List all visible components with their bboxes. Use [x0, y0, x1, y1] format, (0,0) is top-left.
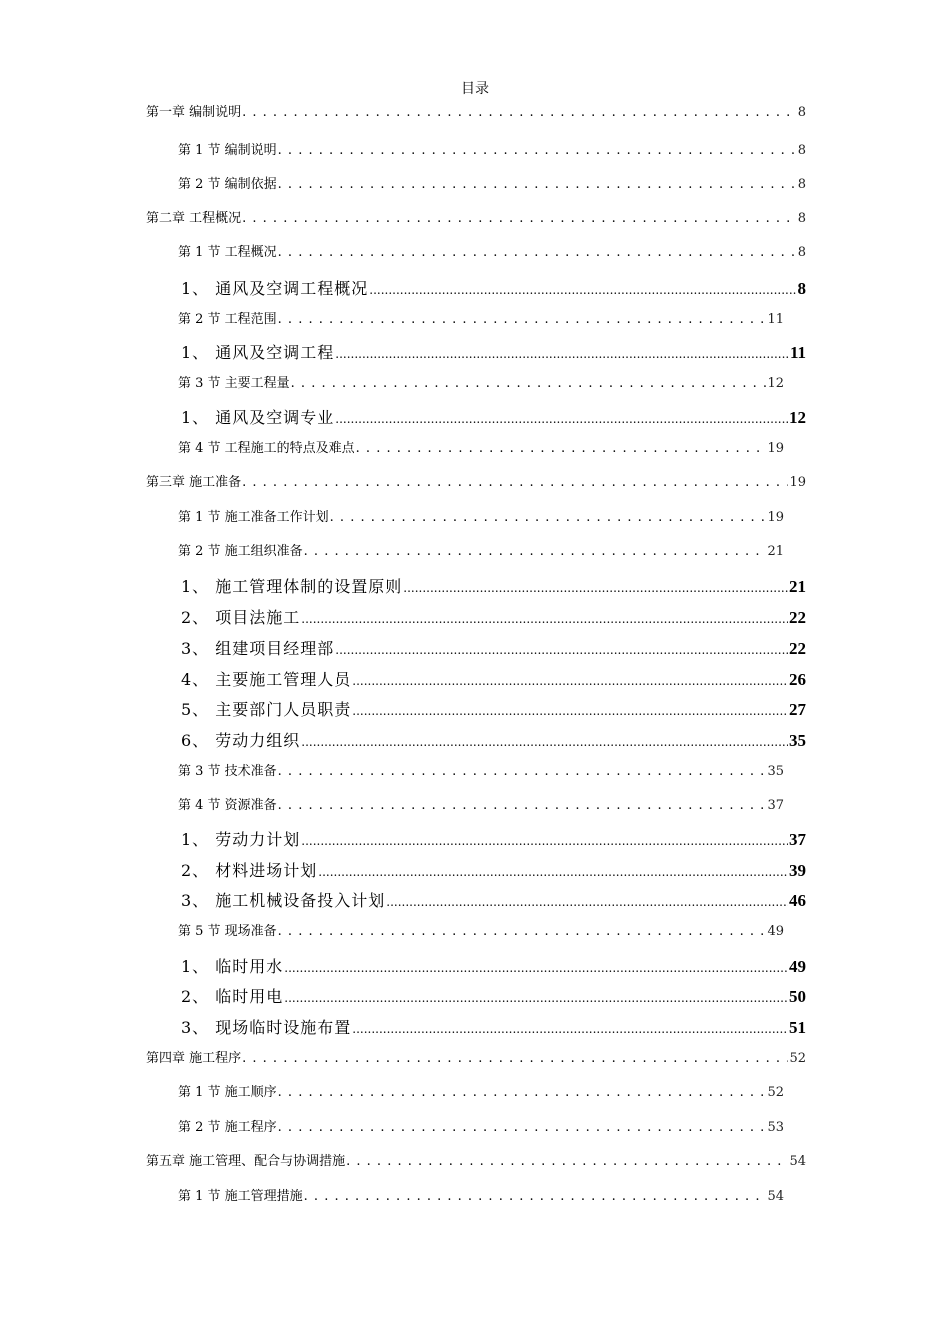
toc-section-row[interactable]: [178, 173, 806, 192]
toc-page-number: 12: [767, 376, 784, 391]
toc-entry-label: 1、 施工管理体制的设置原则: [181, 577, 403, 596]
toc-item-row[interactable]: [181, 827, 806, 850]
toc-entry-label: 第 1 节 工程概况: [178, 245, 277, 260]
toc-entry-label: 6、 劳动力组织: [181, 731, 301, 750]
toc-entry-label: 3、 现场临时设施布置: [181, 1018, 352, 1037]
toc-section-row[interactable]: [178, 1185, 784, 1204]
dot-leader: [352, 1018, 788, 1037]
toc-item-row[interactable]: [181, 340, 806, 363]
toc-page-number: 51: [789, 1018, 806, 1037]
dot-leader: [352, 700, 788, 719]
toc-item-row[interactable]: [181, 574, 806, 597]
toc-page-number: 37: [767, 798, 784, 813]
toc-section-row[interactable]: [178, 794, 784, 813]
dot-leader: [386, 891, 788, 910]
toc-section-row[interactable]: [178, 372, 784, 391]
toc-section-row[interactable]: [178, 506, 784, 525]
toc-chapter-row[interactable]: [146, 101, 806, 120]
toc-item-row[interactable]: [181, 697, 806, 720]
dot-leader: [278, 764, 767, 779]
toc-entry-label: 3、 组建项目经理部: [181, 639, 335, 658]
toc-chapter-row[interactable]: [146, 1047, 806, 1066]
toc-entry-label: 第 1 节 编制说明: [178, 143, 277, 158]
toc-page-number: 21: [767, 544, 784, 559]
dot-leader: [301, 731, 788, 750]
toc-entry-label: 第五章 施工管理、配合与协调措施: [146, 1154, 346, 1169]
toc-item-row[interactable]: [181, 888, 806, 911]
toc-page-number: 22: [789, 639, 806, 658]
toc-chapter-row[interactable]: [146, 1150, 806, 1169]
dot-leader: [301, 608, 788, 627]
page-title: 目录: [461, 81, 489, 97]
toc-entry-label: 第 4 节 工程施工的特点及难点: [178, 441, 355, 456]
toc-page-number: 49: [789, 957, 806, 976]
dot-leader: [242, 211, 797, 226]
toc-section-row[interactable]: [178, 540, 784, 559]
toc-entry-label: 第 5 节 现场准备: [178, 924, 277, 939]
toc-page-number: 8: [797, 143, 806, 158]
toc-page-number: 8: [797, 211, 806, 226]
toc-page-number: 12: [789, 408, 806, 427]
toc-entry-label: 1、 通风及空调工程: [181, 343, 335, 362]
toc-page-number: 19: [767, 441, 784, 456]
toc-entry-label: 第三章 施工准备: [146, 475, 242, 490]
toc-page-number: 54: [789, 1154, 806, 1169]
toc-page-number: 27: [789, 700, 806, 719]
toc-section-row[interactable]: [178, 760, 784, 779]
toc-page-number: 26: [789, 670, 806, 689]
dot-leader: [242, 105, 797, 120]
dot-leader: [356, 441, 767, 456]
dot-leader: [278, 798, 767, 813]
dot-leader: [242, 1051, 788, 1066]
toc-item-row[interactable]: [181, 858, 806, 881]
toc-chapter-row[interactable]: [146, 207, 806, 226]
toc-section-row[interactable]: [178, 308, 784, 327]
dot-leader: [330, 510, 767, 525]
toc-page-number: 19: [767, 510, 784, 525]
toc-section-row[interactable]: [178, 1116, 784, 1135]
dot-leader: [278, 1120, 767, 1135]
toc-entry-label: 第 2 节 工程范围: [178, 312, 277, 327]
dot-leader: [278, 177, 797, 192]
toc-page-number: 52: [789, 1051, 806, 1066]
toc-item-row[interactable]: [181, 405, 806, 428]
toc-entry-label: 2、 材料进场计划: [181, 861, 318, 880]
toc-page-number: 35: [789, 731, 806, 750]
toc-section-row[interactable]: [178, 920, 784, 939]
toc-entry-label: 第 4 节 资源准备: [178, 798, 277, 813]
toc-page-number: 35: [767, 764, 784, 779]
toc-item-row[interactable]: [181, 1015, 806, 1038]
toc-entry-label: 1、 临时用水: [181, 957, 284, 976]
toc-page-number: 8: [797, 177, 806, 192]
toc-page-number: 46: [789, 891, 806, 910]
dot-leader: [403, 577, 788, 596]
dot-leader: [278, 245, 797, 260]
dot-leader: [335, 408, 788, 427]
toc-entry-label: 第一章 编制说明: [146, 105, 242, 120]
dot-leader: [291, 376, 767, 391]
toc-page-number: 21: [789, 577, 806, 596]
toc-entry-label: 4、 主要施工管理人员: [181, 670, 352, 689]
toc-page-number: 8: [797, 105, 806, 120]
dot-leader: [278, 312, 767, 327]
toc-page-number: 39: [789, 861, 806, 880]
toc-page-number: 8: [797, 245, 806, 260]
dot-leader: [369, 279, 796, 298]
dot-leader: [335, 343, 789, 362]
toc-section-row[interactable]: [178, 241, 806, 260]
dot-leader: [284, 957, 788, 976]
toc-section-row[interactable]: [178, 437, 784, 456]
dot-leader: [304, 544, 767, 559]
dot-leader: [278, 1085, 767, 1100]
toc-entry-label: 第 2 节 施工组织准备: [178, 544, 303, 559]
toc-page-number: 8: [797, 279, 806, 298]
toc-entry-label: 5、 主要部门人员职责: [181, 700, 352, 719]
toc-entry-label: 第 2 节 施工程序: [178, 1120, 277, 1135]
toc-page-number: 50: [789, 987, 806, 1006]
toc-section-row[interactable]: [178, 1081, 784, 1100]
toc-chapter-row[interactable]: [146, 471, 806, 490]
dot-leader: [278, 143, 797, 158]
toc-page-number: 22: [789, 608, 806, 627]
toc-entry-label: 第 3 节 主要工程量: [178, 376, 290, 391]
toc-entry-label: 第二章 工程概况: [146, 211, 242, 226]
toc-page-number: 54: [767, 1189, 784, 1204]
toc-entry-label: 第 2 节 编制依据: [178, 177, 277, 192]
toc-entry-label: 1、 劳动力计划: [181, 830, 301, 849]
toc-entry-label: 第 1 节 施工管理措施: [178, 1189, 303, 1204]
toc-item-row[interactable]: [181, 984, 806, 1007]
dot-leader: [346, 1154, 788, 1169]
toc-item-row[interactable]: [181, 728, 806, 751]
toc-entry-label: 3、 施工机械设备投入计划: [181, 891, 386, 910]
toc-entry-label: 2、 项目法施工: [181, 608, 301, 627]
toc-page-number: 53: [767, 1120, 784, 1135]
dot-leader: [301, 830, 788, 849]
toc-entry-label: 第 1 节 施工顺序: [178, 1085, 277, 1100]
toc-entry-label: 第四章 施工程序: [146, 1051, 242, 1066]
toc-entry-label: 1、 通风及空调专业: [181, 408, 335, 427]
toc-item-row[interactable]: [181, 636, 806, 659]
dot-leader: [242, 475, 788, 490]
toc-page-number: 37: [789, 830, 806, 849]
dot-leader: [284, 987, 788, 1006]
dot-leader: [335, 639, 788, 658]
toc-entry-label: 第 3 节 技术准备: [178, 764, 277, 779]
dot-leader: [352, 670, 788, 689]
toc-item-row[interactable]: [181, 954, 806, 977]
toc-page-number: 49: [767, 924, 784, 939]
dot-leader: [304, 1189, 767, 1204]
dot-leader: [278, 924, 767, 939]
toc-page-number: 19: [789, 475, 806, 490]
toc-entry-label: 第 1 节 施工准备工作计划: [178, 510, 329, 525]
toc-entry-label: 2、 临时用电: [181, 987, 284, 1006]
toc-page-number: 11: [767, 312, 784, 327]
toc-item-row[interactable]: [181, 276, 806, 299]
toc-item-row[interactable]: [181, 605, 806, 628]
toc-page-number: 52: [767, 1085, 784, 1100]
toc-entry-label: 1、 通风及空调工程概况: [181, 279, 369, 298]
toc-item-row[interactable]: [181, 667, 806, 690]
toc-page-number: 11: [789, 343, 806, 362]
dot-leader: [318, 861, 788, 880]
toc-section-row[interactable]: [178, 139, 806, 158]
